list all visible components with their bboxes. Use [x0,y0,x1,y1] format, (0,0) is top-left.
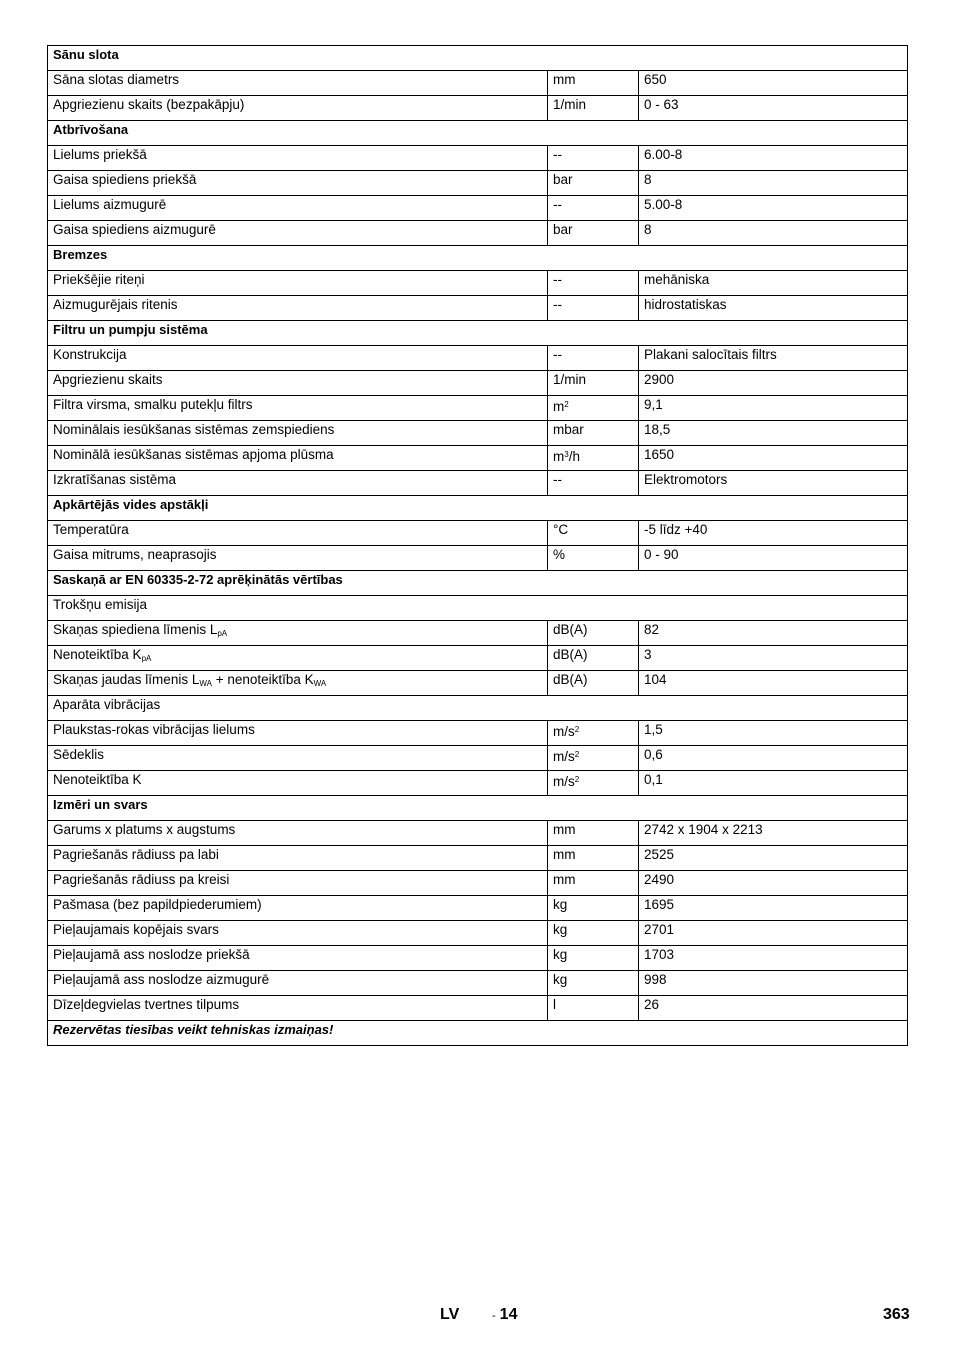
row-unit [548,271,639,296]
row-label-text: Apgriezienu skaits (bezpakāpju) [53,97,245,112]
row-label-text: Nominālā iesūkšanas sistēmas apjoma plūsma [53,447,334,462]
row-unit [548,821,639,846]
row-unit [548,96,639,121]
row-unit [548,646,639,671]
row-unit [548,71,639,96]
row-label [48,996,548,1021]
section-title: Izmēri un svars [48,796,908,821]
row-label [48,71,548,96]
row-value: 0,1 [639,771,908,796]
section-title: Saskaņā ar EN 60335-2-72 aprēķinātās vērtības [48,571,908,596]
section-header-row [48,571,908,596]
row-label-text: Nenoteiktība K [53,647,142,662]
row-label-text: Pieļaujamais kopējais svars [53,922,219,937]
row-label [48,721,548,746]
row-value: 18,5 [639,421,908,446]
row-value: 2742 x 1904 x 2213 [639,821,908,846]
table-row [48,71,908,96]
note-row [48,1021,908,1046]
row-value: 2900 [639,371,908,396]
row-value: Plakani salocītais filtrs [639,346,908,371]
table-row [48,646,908,671]
row-unit [548,671,639,696]
note-text: Rezervētas tiesības veikt tehniskas izmaiņas! [48,1021,908,1046]
row-label-text: Aizmugurējais ritenis [53,297,178,312]
row-unit [548,371,639,396]
row-label-text: Gaisa mitrums, neaprasojis [53,547,217,562]
row-unit [548,871,639,896]
row-label-text: Plaukstas-rokas vibrācijas lielums [53,722,255,737]
row-label-text: Konstrukcija [53,347,127,362]
table-row [48,296,908,321]
table-row [48,896,908,921]
row-value: 1695 [639,896,908,921]
row-label [48,896,548,921]
row-value: 0,6 [639,746,908,771]
row-unit [548,971,639,996]
table-row [48,771,908,796]
row-label [48,296,548,321]
section-header-row [48,496,908,521]
section-header-row [48,321,908,346]
row-label-text: Izkratīšanas sistēma [53,472,177,487]
row-unit [548,846,639,871]
row-unit-text: mm [553,72,576,87]
row-value: hidrostatiskas [639,296,908,321]
row-value: 6.00-8 [639,146,908,171]
table-row [48,971,908,996]
row-value: 82 [639,621,908,646]
row-unit [548,446,639,471]
subheading-label: Trokšņu emisija [48,596,908,621]
row-unit-text: m [553,449,565,464]
row-label [48,371,548,396]
row-unit-text: bar [553,222,573,237]
row-unit [548,746,639,771]
row-unit-text: -- [553,147,562,162]
row-unit [548,546,639,571]
row-unit [548,721,639,746]
table-row [48,396,908,421]
row-value: -5 līdz +40 [639,521,908,546]
row-unit-text: -- [553,347,562,362]
row-unit-superscript: 2 [574,750,580,759]
row-label-subscript: WA [313,679,327,688]
row-unit-text: mm [553,847,576,862]
row-unit-superscript: 2 [574,775,580,784]
row-label [48,771,548,796]
row-unit-text: bar [553,172,573,187]
table-row [48,171,908,196]
row-value: 8 [639,171,908,196]
row-label-continuation: + nenoteiktība K [211,672,314,687]
row-value: 26 [639,996,908,1021]
row-value: 3 [639,646,908,671]
row-unit-text: mm [553,872,576,887]
row-label [48,271,548,296]
table-row [48,821,908,846]
section-title: Apkārtējās vides apstākļi [48,496,908,521]
row-label [48,846,548,871]
row-label-text: Dīzeļdegvielas tvertnes tilpums [53,997,240,1012]
row-label [48,346,548,371]
table-row [48,721,908,746]
row-label-text: Filtra virsma, smalku putekļu filtrs [53,397,253,412]
row-unit-text: m/s [553,749,575,764]
footer-language: LV [440,1306,460,1323]
section-header-row [48,796,908,821]
row-label [48,546,548,571]
row-unit [548,421,639,446]
table-row [48,521,908,546]
row-label-text: Pašmasa (bez papildpiederumiem) [53,897,262,912]
section-title: Sānu slota [48,46,908,71]
row-value: 1,5 [639,721,908,746]
row-value: 2701 [639,921,908,946]
section-title: Atbrīvošana [48,121,908,146]
row-unit-text: l [553,997,556,1012]
row-unit-text: m [553,399,565,414]
row-value: 650 [639,71,908,96]
table-row [48,371,908,396]
row-label [48,471,548,496]
row-label [48,946,548,971]
table-row [48,671,908,696]
row-unit [548,896,639,921]
row-label-text: Nominālais iesūkšanas sistēmas zemspiediens [53,422,335,437]
row-label [48,621,548,646]
row-label-text: Pieļaujamā ass noslodze aizmugurē [53,972,270,987]
row-label-text: Sēdeklis [53,747,105,762]
row-label-subscript: pA [217,629,228,638]
row-label-text: Gaisa spiediens priekšā [53,172,197,187]
row-value: 9,1 [639,396,908,421]
table-row [48,746,908,771]
footer-page-number: 14 [499,1306,518,1323]
row-unit-text: % [553,547,566,562]
row-label-text: Lielums priekšā [53,147,147,162]
row-unit-suffix: /h [568,449,580,464]
row-label-text: Garums x platums x augstums [53,822,236,837]
table-row [48,96,908,121]
subheading-label: Aparāta vibrācijas [48,696,908,721]
row-label [48,821,548,846]
row-unit [548,921,639,946]
row-unit [548,396,639,421]
row-value: 0 - 63 [639,96,908,121]
row-label-text: Pagriešanās rādiuss pa kreisi [53,872,230,887]
row-unit [548,771,639,796]
row-unit-text: 1/min [553,372,587,387]
row-unit-text: dB(A) [553,647,588,662]
row-unit-text: -- [553,197,562,212]
row-label [48,521,548,546]
section-header-row [48,46,908,71]
row-unit-text: dB(A) [553,622,588,637]
row-label [48,396,548,421]
row-unit-text: kg [553,922,568,937]
row-label-text: Lielums aizmugurē [53,197,167,212]
row-label [48,421,548,446]
row-unit [548,471,639,496]
row-label [48,971,548,996]
row-label-text: Pieļaujamā ass noslodze priekšā [53,947,250,962]
table-row [48,846,908,871]
table-row [48,471,908,496]
table-row [48,546,908,571]
row-unit-text: mm [553,822,576,837]
row-label [48,171,548,196]
technical-data-table [47,45,908,1046]
row-unit [548,946,639,971]
row-unit-superscript: 2 [564,400,569,409]
row-label [48,446,548,471]
row-unit [548,221,639,246]
row-label [48,646,548,671]
row-label-text: Skaņas spiediena līmenis L [53,622,218,637]
table-row [48,996,908,1021]
row-label-text: Nenoteiktība K [53,772,142,787]
table-row [48,621,908,646]
row-label [48,921,548,946]
row-unit-text: kg [553,947,568,962]
footer-total-page: 363 [883,1306,910,1323]
row-unit-text: -- [553,272,562,287]
section-header-row [48,121,908,146]
row-label [48,221,548,246]
row-label-text: Skaņas jaudas līmenis L [53,672,200,687]
row-unit [548,621,639,646]
table-row [48,921,908,946]
table-row [48,146,908,171]
row-unit [548,171,639,196]
table-row [48,221,908,246]
row-value: mehāniska [639,271,908,296]
subheading-row [48,596,908,621]
row-label-text: Apgriezienu skaits [53,372,163,387]
row-unit-text: °C [553,522,569,537]
row-unit [548,146,639,171]
row-unit-text: dB(A) [553,672,588,687]
row-unit [548,521,639,546]
row-unit-text: -- [553,472,562,487]
row-value: 104 [639,671,908,696]
row-value: 2490 [639,871,908,896]
row-value: 2525 [639,846,908,871]
technical-data-table-body [48,46,908,1046]
section-title: Bremzes [48,246,908,271]
table-row [48,446,908,471]
row-unit [548,996,639,1021]
row-label [48,746,548,771]
row-value: 998 [639,971,908,996]
section-header-row [48,246,908,271]
row-unit-text: m/s [553,774,575,789]
row-unit [548,296,639,321]
row-label-subscript: pA [141,654,152,663]
row-unit-superscript: 3 [564,450,569,459]
row-unit-text: 1/min [553,97,587,112]
row-label [48,671,548,696]
subheading-row [48,696,908,721]
table-row [48,271,908,296]
row-label [48,146,548,171]
table-row [48,946,908,971]
row-value: 1650 [639,446,908,471]
row-label-text: Sāna slotas diametrs [53,72,180,87]
row-value: 1703 [639,946,908,971]
row-label-text: Gaisa spiediens aizmugurē [53,222,216,237]
row-label [48,871,548,896]
row-unit-text: -- [553,297,562,312]
row-value: 5.00-8 [639,196,908,221]
row-label-subscript: WA [199,679,212,688]
row-label [48,196,548,221]
row-label-text: Temperatūra [53,522,129,537]
table-row [48,346,908,371]
table-row [48,421,908,446]
row-value: 0 - 90 [639,546,908,571]
section-title: Filtru un pumpju sistēma [48,321,908,346]
footer-section-page [492,1306,517,1324]
row-label-text: Pagriešanās rādiuss pa labi [53,847,219,862]
footer-dash: - [492,1310,496,1322]
row-unit-text: mbar [553,422,584,437]
row-value: Elektromotors [639,471,908,496]
table-row [48,871,908,896]
row-label-text: Priekšējie riteņi [53,272,145,287]
row-label [48,96,548,121]
row-unit [548,196,639,221]
row-unit-superscript: 2 [574,725,580,734]
row-unit-text: m/s [553,724,575,739]
row-unit-text: kg [553,897,568,912]
row-value: 8 [639,221,908,246]
row-unit-text: kg [553,972,568,987]
table-row [48,196,908,221]
row-unit [548,346,639,371]
